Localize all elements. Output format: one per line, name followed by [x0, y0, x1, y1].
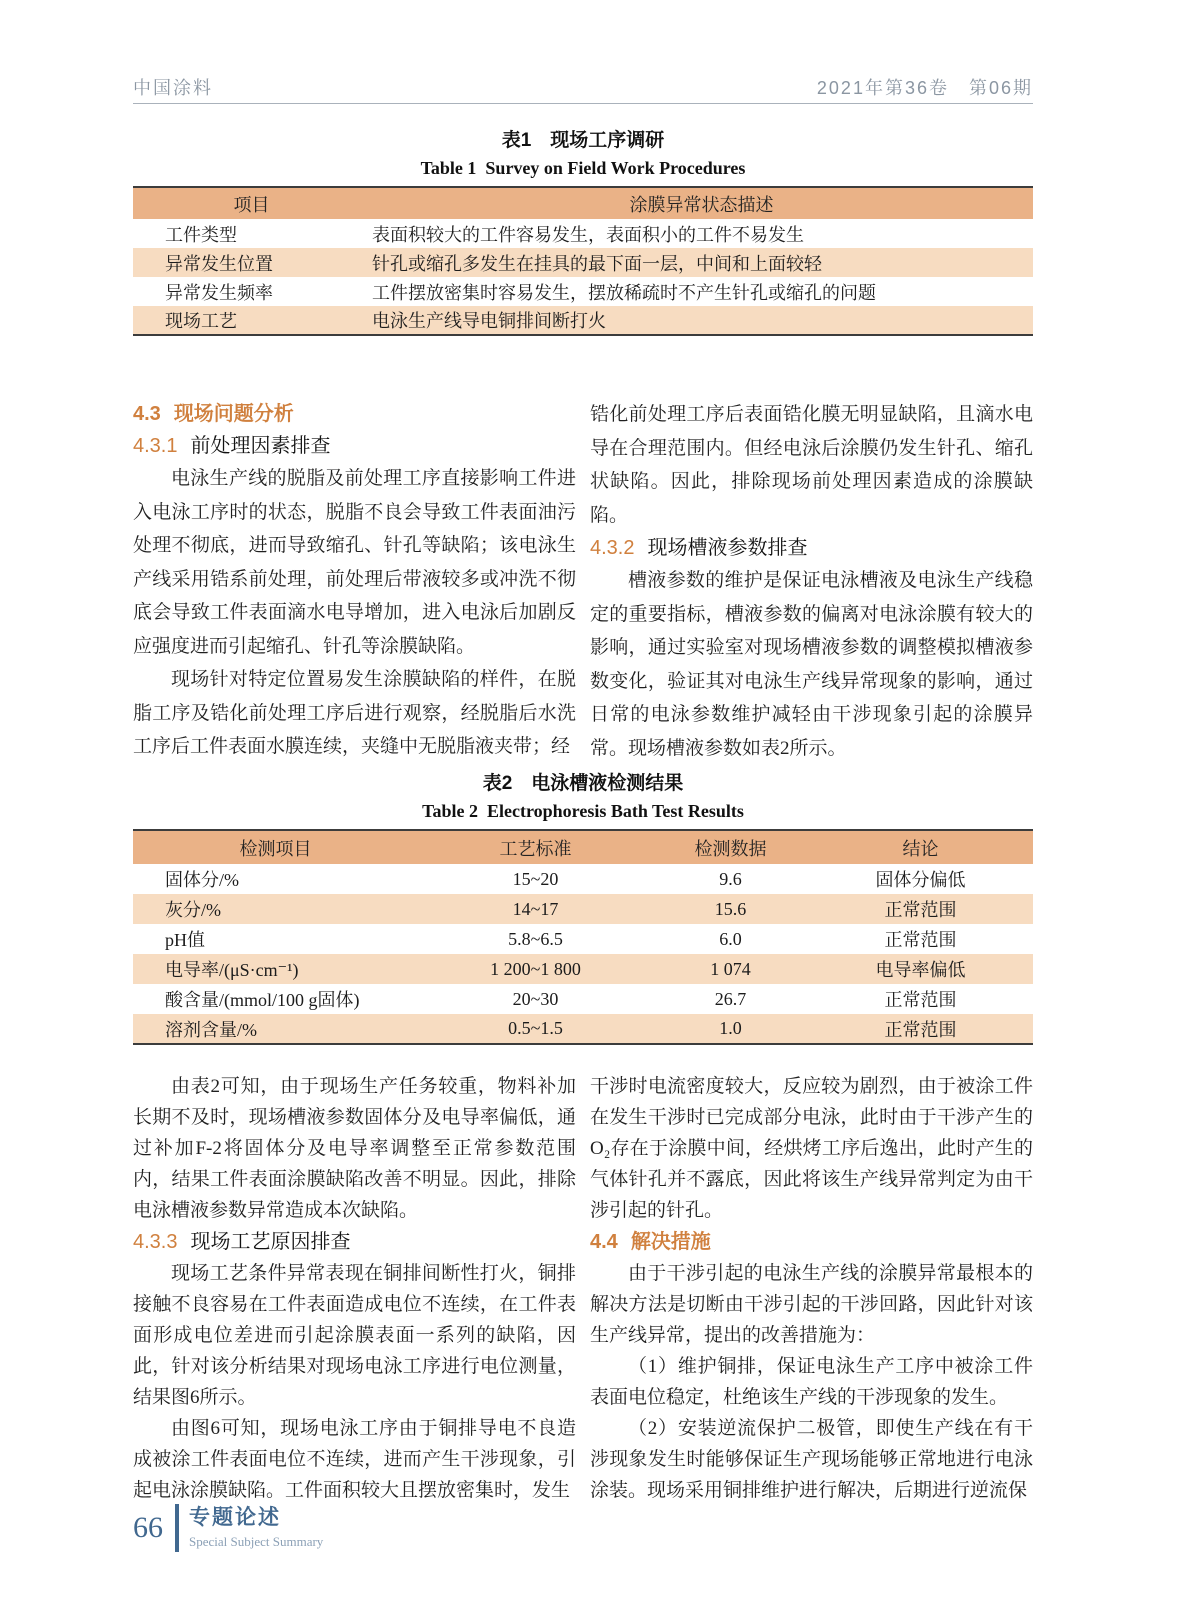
- table1-caption-en: Table 1 Survey on Field Work Procedures: [420, 158, 746, 178]
- header-cell: 涂膜异常状态描述: [370, 187, 1033, 219]
- paragraph: 槽液参数的维护是保证电泳槽液及电泳生产线稳定的重要指标，槽液参数的偏离对电泳涂膜有较大的影响，通过实验室对现场槽液参数的调整模拟槽液参数变化，验证其对电泳生产线异常现象的影响，通过日常的电泳参数维护减轻由干涉现象引起的涂膜异常。现场槽液参数如表2所示。: [590, 570, 1033, 759]
- table-cell: 0.5~1.5: [418, 1014, 653, 1044]
- paragraph: 现场工艺条件异常表现在铜排间断性打火，铜排接触不良容易在工件表面造成电位不连续，在工件表面形成电位差进而引起涂膜表面一系列的缺陷，因此，针对该分析结果对现场电泳工序进行电位测量，结果图6所示。: [133, 1263, 576, 1408]
- table-cell: 表面积较大的工件容易发生，表面积小的工件不易发生: [372, 224, 804, 245]
- table-row: [133, 1014, 1033, 1044]
- table-cell: 酸含量/(mmol/100 g固体): [165, 990, 360, 1010]
- header-cell: 检测数据: [653, 830, 808, 864]
- section-number: 4.3.3: [133, 1231, 178, 1253]
- bath-test-table: [133, 829, 1033, 1045]
- table-cell: 1 200~1 800: [418, 954, 653, 984]
- table-cell: pH值: [165, 930, 205, 950]
- table-row: [133, 894, 1033, 924]
- left-column: [133, 398, 576, 765]
- table-row: [133, 306, 1033, 335]
- header-cell: 结论: [808, 830, 1033, 864]
- page-footer: [133, 1500, 323, 1556]
- table-cell: 正常范围: [884, 930, 957, 950]
- paragraph: （2）安装逆流保护二极管，即使生产线在有干涉现象发生时能够保证生产现场能够正常地进行电泳涂装。现场采用铜排维护进行解决，后期进行逆流保: [590, 1418, 1033, 1501]
- table-cell: 溶剂含量/%: [133, 1014, 418, 1044]
- table-cell: 异常发生频率: [165, 282, 273, 303]
- table-row: [133, 248, 1033, 277]
- table1-caption-zh: 表1 现场工序调研: [501, 130, 665, 151]
- issue-info: 2021年第36卷 第06期: [816, 78, 1033, 98]
- table-cell: 固体分/%: [165, 870, 239, 890]
- paragraph: 电泳生产线的脱脂及前处理工序直接影响工件进入电泳工序时的状态，脱脂不良会导致工件表面油污处理不彻底，进而导致缩孔、针孔等缺陷；该电泳生产线采用锆系前处理，前处理后带液较多或冲洗不彻底会导致工件表面滴水电导增加，进入电泳后加剧反应强度进而引起缩孔、针孔等涂膜缺陷。: [133, 468, 576, 657]
- right-column: [590, 398, 1033, 765]
- section-number: 4.3.2: [590, 537, 635, 559]
- table-cell: 固体分偏低: [875, 870, 966, 890]
- table-cell: 工件摆放密集时容易发生，摆放稀疏时不产生针孔或缩孔的问题: [372, 282, 876, 303]
- table-cell: 1.0: [653, 1014, 808, 1044]
- table2-caption-zh: 表2 电泳槽液检测结果: [482, 773, 684, 794]
- table-row: [133, 924, 1033, 954]
- section-title: 解决措施: [630, 1231, 711, 1253]
- paragraph: 干涉时电流密度较大，反应较为剧烈，由于被涂工件在发生干涉时已完成部分电泳，此时由于干涉产生的O₂存在于涂膜中间，经烘烤工序后逸出，此时产生的气体针孔并不露底，因此将该生产线异常判定为由干涉引起的针孔。: [590, 1076, 1033, 1221]
- table-cell: 正常范围: [808, 1014, 1033, 1044]
- table-row: [133, 219, 1033, 248]
- table-cell: 电泳生产线导电铜排间断打火: [370, 306, 1033, 335]
- text-columns-lower: [133, 1071, 1033, 1506]
- table-cell: 灰分/%: [133, 894, 418, 924]
- header-cell: 检测项目: [133, 830, 418, 864]
- table-cell: 电导率/(μS·cm⁻¹): [133, 954, 418, 984]
- table-cell: 异常发生位置: [133, 248, 370, 277]
- table-row: [133, 984, 1033, 1014]
- table-row: [133, 277, 1033, 306]
- footer-column-block: [189, 1505, 323, 1551]
- paragraph: 由图6可知，现场电泳工序由于铜排导电不良造成被涂工件表面电位不连续，进而产生干涉现象，引起电泳涂膜缺陷。工件面积较大且摆放密集时，发生: [133, 1418, 576, 1501]
- table-cell: 26.7: [714, 988, 747, 1009]
- paragraph: 现场针对特定位置易发生涂膜缺陷的样件，在脱脂工序及锆化前处理工序后进行观察，经脱脂后水洗工序后工件表面水膜连续，夹缝中无脱脂液夹带；经: [133, 669, 576, 757]
- header-cell: 工艺标准: [418, 830, 653, 864]
- section-heading-4-4: [590, 1226, 1033, 1258]
- table-cell: 正常范围: [808, 894, 1033, 924]
- section-number: 4.3.1: [133, 435, 178, 457]
- header-cell: 项目: [133, 187, 370, 219]
- section-heading-4-3-2: [590, 532, 1033, 564]
- section-title: 现场工艺原因排查: [190, 1231, 351, 1253]
- table-cell: 15.6: [653, 894, 808, 924]
- column-title-zh: 专题论述: [189, 1506, 281, 1529]
- section-heading-4-3-1: [133, 430, 576, 462]
- section-number: 4.3: [133, 403, 161, 425]
- paragraph: 由于干涉引起的电泳生产线的涂膜异常最根本的解决方法是切断由干涉引起的干涉回路，因此针对该生产线异常，提出的改善措施为：: [590, 1263, 1033, 1346]
- text-columns-upper: [133, 398, 1033, 765]
- table-cell: 14~17: [418, 894, 653, 924]
- table-cell: 针孔或缩孔多发生在挂具的最下面一层，中间和上面较轻: [370, 248, 1033, 277]
- table-cell: 现场工艺: [133, 306, 370, 335]
- journal-name: 中国涂料: [133, 78, 213, 98]
- paragraph: 锆化前处理工序后表面锆化膜无明显缺陷，且滴水电导在合理范围内。但经电泳后涂膜仍发生针孔、缩孔状缺陷。因此，排除现场前处理因素造成的涂膜缺陷。: [590, 404, 1033, 526]
- footer-divider: [175, 1504, 179, 1552]
- page-number: 66: [133, 1511, 163, 1544]
- section-title: 现场槽液参数排查: [647, 537, 808, 559]
- table-header-row: [133, 187, 1033, 219]
- table-row: [133, 864, 1033, 894]
- table-cell: 20~30: [512, 988, 559, 1009]
- page-content: [133, 0, 1033, 1506]
- table-cell: 1 074: [653, 954, 808, 984]
- right-column: [590, 1071, 1033, 1506]
- table2-caption-en: Table 2 Electrophoresis Bath Test Results: [422, 801, 744, 821]
- section-heading-4-3-3: [133, 1226, 576, 1258]
- table-cell: 工件类型: [165, 224, 237, 245]
- section-heading-4-3: [133, 398, 576, 430]
- left-column: [133, 1071, 576, 1506]
- table-header-row: [133, 830, 1033, 864]
- survey-table: [133, 186, 1033, 336]
- table-cell: 正常范围: [884, 990, 957, 1010]
- section-title: 前处理因素排查: [190, 435, 331, 457]
- paragraph: 由表2可知，由于现场生产任务较重，物料补加长期不及时，现场槽液参数固体分及电导率偏低，通过补加F-2将固体分及电导率调整至正常参数范围内，结果工件表面涂膜缺陷改善不明显。因此，排除电泳槽液参数异常造成本次缺陷。: [133, 1076, 576, 1221]
- paragraph: （1）维护铜排，保证电泳生产工序中被涂工件表面电位稳定，杜绝该生产线的干涉现象的发生。: [590, 1356, 1033, 1408]
- table-row: [133, 954, 1033, 984]
- section-title: 现场问题分析: [173, 403, 294, 425]
- column-title-en: Special Subject Summary: [189, 1534, 324, 1549]
- table-cell: 6.0: [719, 928, 742, 949]
- table-cell: 9.6: [719, 868, 742, 889]
- table-cell: 5.8~6.5: [508, 928, 563, 949]
- section-number: 4.4: [590, 1231, 618, 1253]
- table-cell: 电导率偏低: [808, 954, 1033, 984]
- table-cell: 15~20: [512, 868, 559, 889]
